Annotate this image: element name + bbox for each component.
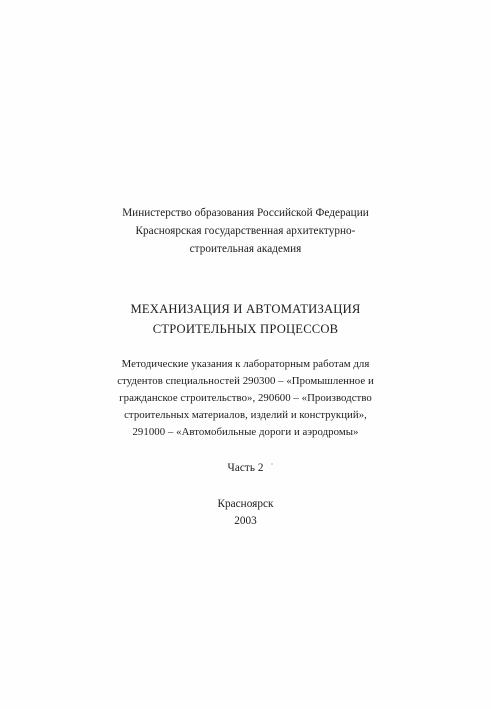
description-line-5: 291000 – «Автомобильные дороги и аэродромы» xyxy=(132,426,359,438)
academy-line-2: строительная академия xyxy=(189,243,302,255)
part-label: Часть 2 xyxy=(227,462,264,474)
title-line-1: МЕХАНИЗАЦИЯ И АВТОМАТИЗАЦИЯ xyxy=(130,302,361,316)
ministry-line: Министерство образования Российской Федерации xyxy=(122,207,369,219)
scan-speck xyxy=(271,463,273,465)
description-line-2: студентов специальностей 290300 – «Промышленное и xyxy=(117,375,374,387)
description-line-4: строительных материалов, изделий и конструкций», xyxy=(124,409,367,421)
imprint-year: 2003 xyxy=(234,515,257,527)
description-line-1: Методические указания к лабораторным работам для xyxy=(121,358,370,370)
description-line-3: гражданское строительство», 290600 – «Производство xyxy=(119,392,372,404)
academy-line-1: Красноярская государственная архитектурно- xyxy=(135,225,356,237)
imprint-city: Красноярск xyxy=(217,498,274,510)
title-line-2: СТРОИТЕЛЬНЫХ ПРОЦЕССОВ xyxy=(152,322,339,336)
